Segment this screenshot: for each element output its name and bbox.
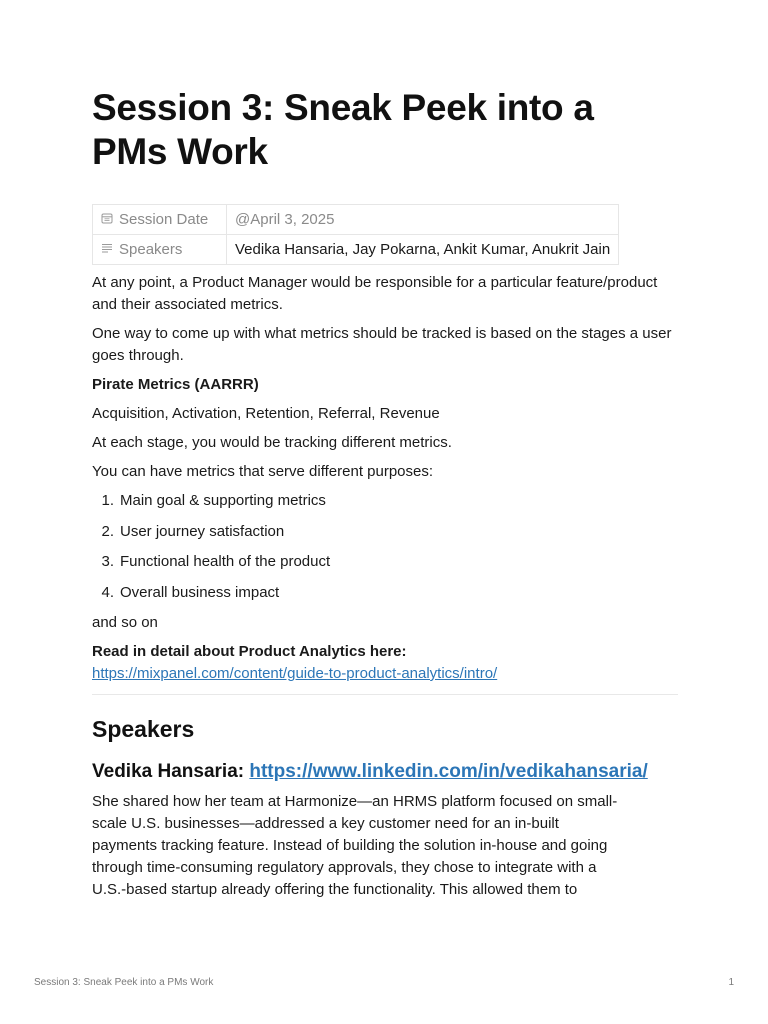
list-item-text: Overall business impact xyxy=(120,583,280,601)
page-title: Session 3: Sneak Peek into a PMs Work xyxy=(92,87,594,172)
property-label-speakers: Speakers xyxy=(119,241,183,258)
purposes-list xyxy=(92,490,678,604)
speaker-description-line: U.S.-based startup already offering the functionality. This allowed them to xyxy=(92,881,578,898)
document-page xyxy=(92,86,678,901)
property-row-session-date xyxy=(93,205,619,235)
footer-document-title: Session 3: Sneak Peek into a PMs Work xyxy=(34,977,214,988)
speakers-heading: Speakers xyxy=(92,716,195,742)
pirate-metrics-stages: Acquisition, Activation, Retention, Referral, Revenue xyxy=(92,405,440,422)
property-row-speakers xyxy=(93,235,619,265)
list-item-number: 2. xyxy=(101,522,114,540)
properties-table xyxy=(92,204,619,265)
list-item-text: Functional health of the product xyxy=(120,553,331,570)
pirate-metrics-heading: Pirate Metrics (AARRR) xyxy=(92,376,259,393)
paragraph-stages: One way to come up with what metrics should be tracked is based on the stages a user goes through. xyxy=(92,325,672,364)
text-lines-icon xyxy=(101,241,113,258)
speaker-description-line: She shared how her team at Harmonize—an HRMS platform focused on small- xyxy=(92,793,618,810)
list-item-number: 3. xyxy=(101,553,114,570)
section-divider xyxy=(92,694,678,695)
list-item xyxy=(92,521,678,543)
property-value-speakers[interactable]: Vedika Hansaria, Jay Pokarna, Ankit Kumar, Anukrit Jain xyxy=(227,235,619,265)
speaker-description-line: payments tracking feature. Instead of building the solution in-house and going xyxy=(92,837,608,854)
product-analytics-link[interactable]: https://mixpanel.com/content/guide-to-product-analytics/intro/ xyxy=(92,665,498,682)
property-key-speakers xyxy=(93,235,227,265)
paragraph-purposes-intro: You can have metrics that serve different purposes: xyxy=(92,463,434,480)
list-item-text: Main goal & supporting metrics xyxy=(120,492,326,509)
property-key-session-date xyxy=(93,205,227,235)
paragraph-stage-tracking: At each stage, you would be tracking different metrics. xyxy=(92,434,452,451)
speaker-description xyxy=(92,791,678,901)
list-item xyxy=(92,551,678,573)
speaker-linkedin-link[interactable]: https://www.linkedin.com/in/vedikahansaria/ xyxy=(249,761,648,782)
list-item xyxy=(92,490,678,512)
property-value-session-date[interactable]: @April 3, 2025 xyxy=(227,205,619,235)
list-item-number: 1. xyxy=(101,492,114,509)
list-item-text: User journey satisfaction xyxy=(120,522,285,540)
speaker-heading-vedika xyxy=(92,759,678,785)
list-item-number: 4. xyxy=(101,583,114,601)
read-more-link-line xyxy=(92,663,678,685)
property-label-session-date: Session Date xyxy=(119,211,209,228)
speaker-name: Vedika Hansaria: xyxy=(92,761,245,782)
speaker-description-line: through time-consuming regulatory approvals, they chose to integrate with a xyxy=(92,859,597,876)
paragraph-and-so-on: and so on xyxy=(92,614,158,631)
paragraph-intro: At any point, a Product Manager would be responsible for a particular feature/product and their associated metrics. xyxy=(92,274,658,313)
list-item xyxy=(92,582,678,604)
footer-page-number: 1 xyxy=(728,977,734,988)
calendar-icon xyxy=(101,211,113,228)
read-more-label: Read in detail about Product Analytics here: xyxy=(92,643,407,660)
document-body xyxy=(92,272,678,685)
speaker-description-line: scale U.S. businesses—addressed a key customer need for an in-built xyxy=(92,815,559,832)
